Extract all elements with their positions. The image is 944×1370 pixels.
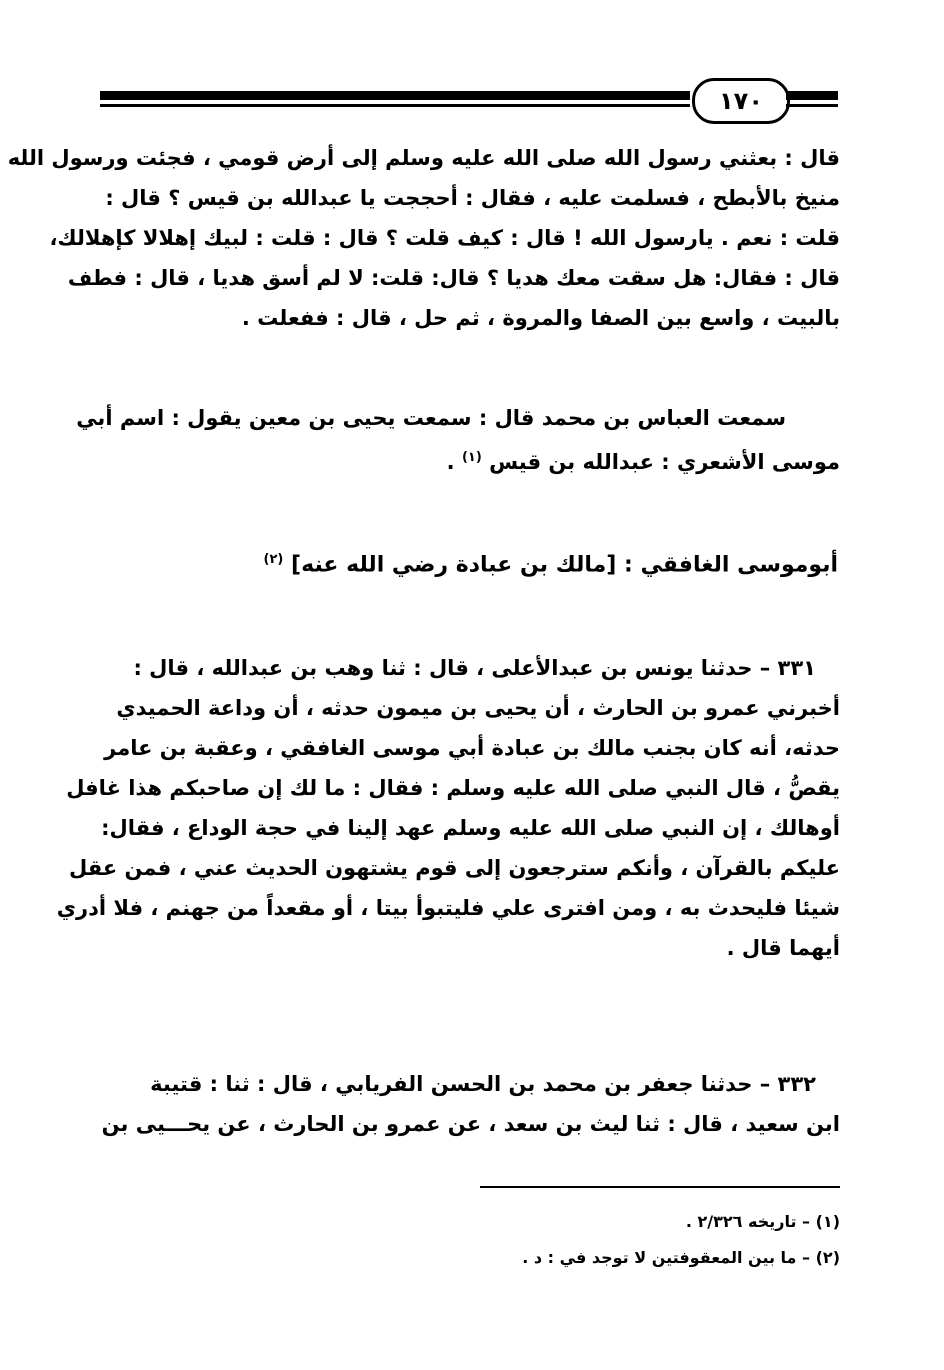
- text-line: ٣٣٢ – حدثنا جعفر بن محمد بن الحسن الفريابي ، قال : ثنا : قتيبة: [150, 1072, 816, 1096]
- text-line: أيهما قال .: [726, 936, 840, 960]
- header-rule-left: [100, 91, 690, 100]
- text-line: بالبيت ، واسع بين الصفا والمروة ، ثم حل ، قال : ففعلت .: [241, 306, 840, 330]
- footnote-separator: [480, 1186, 840, 1188]
- text-line: قلت : نعم . يارسول الله ! قال : كيف قلت ؟ قال : قلت : لبيك إهلالا كإهلالك،: [49, 226, 840, 250]
- text-segment: .: [446, 450, 462, 474]
- text-line: عليكم بالقرآن ، وأنكم سترجعون إلى قوم يشتهون الحديث عني ، فمن عقل: [69, 856, 840, 880]
- text-line-with-note: [100, 438, 840, 478]
- text-line: ابن سعيد ، قال : ثنا ليث بن سعد ، عن عمرو بن الحارث ، عن يحـــيى بن: [101, 1112, 840, 1136]
- text-line: قال : فقال: هل سقت معك هديا ؟ قال: قلت: لا لم أسق هديا ، قال : فطف: [67, 266, 840, 290]
- text-line: أوهالك ، إن النبي صلى الله عليه وسلم عهد إلينا في حجة الوداع ، فقال:: [101, 816, 840, 840]
- paragraph-name-note: [76, 398, 840, 478]
- heading-text: أبوموسى الغافقي : [مالك بن عبادة رضي الله عنه]: [291, 552, 838, 578]
- hadith-331: [56, 648, 840, 968]
- text-line: ٣٣١ – حدثنا يونس بن عبدالأعلى ، قال : ثنا وهب بن عبدالله ، قال :: [133, 656, 816, 680]
- header-rule-right: [786, 91, 838, 100]
- text-line: سمعت العباس بن محمد قال : سمعت يحيى بن معين يقول : اسم أبي: [76, 406, 786, 430]
- footnote-1: (١) – تاريخه ٢/٣٢٦ .: [685, 1212, 840, 1231]
- text-line: حدثه، أنه كان بجنب مالك بن عبادة أبي موسى الغافقي ، وعقبة بن عامر: [104, 736, 840, 760]
- footnote-ref: (٢): [263, 552, 284, 567]
- footnote-ref: (١): [461, 450, 482, 465]
- text-segment: موسى الأشعري : عبدالله بن قيس: [489, 450, 840, 474]
- hadith-332: [100, 1064, 840, 1144]
- footnote-2: (٢) – ما بين المعقوفتين لا توجد في : د .: [522, 1248, 840, 1267]
- page-number: ١٧٠: [692, 78, 790, 124]
- text-line: شيئا فليحدث به ، ومن افترى علي فليتبوأ بيتا ، أو مقعداً من جهنم ، فلا أدري: [56, 896, 840, 920]
- section-heading: [98, 552, 838, 577]
- paragraph-narration: [7, 138, 840, 338]
- text-line: منيخ بالأبطح ، فسلمت عليه ، فقال : أحججت يا عبدالله بن قيس ؟ قال :: [105, 186, 840, 210]
- text-line: أخبرني عمرو بن الحارث ، أن يحيى بن ميمون حدثه ، أن وداعة الحميدي: [116, 696, 840, 720]
- text-line: يقصُّ ، قال النبي صلى الله عليه وسلم : فقال : ما لك إن صاحبكم هذا غافل: [66, 776, 840, 800]
- text-line: قال : بعثني رسول الله صلى الله عليه وسلم إلى أرض قومي ، فجئت ورسول الله: [7, 146, 840, 170]
